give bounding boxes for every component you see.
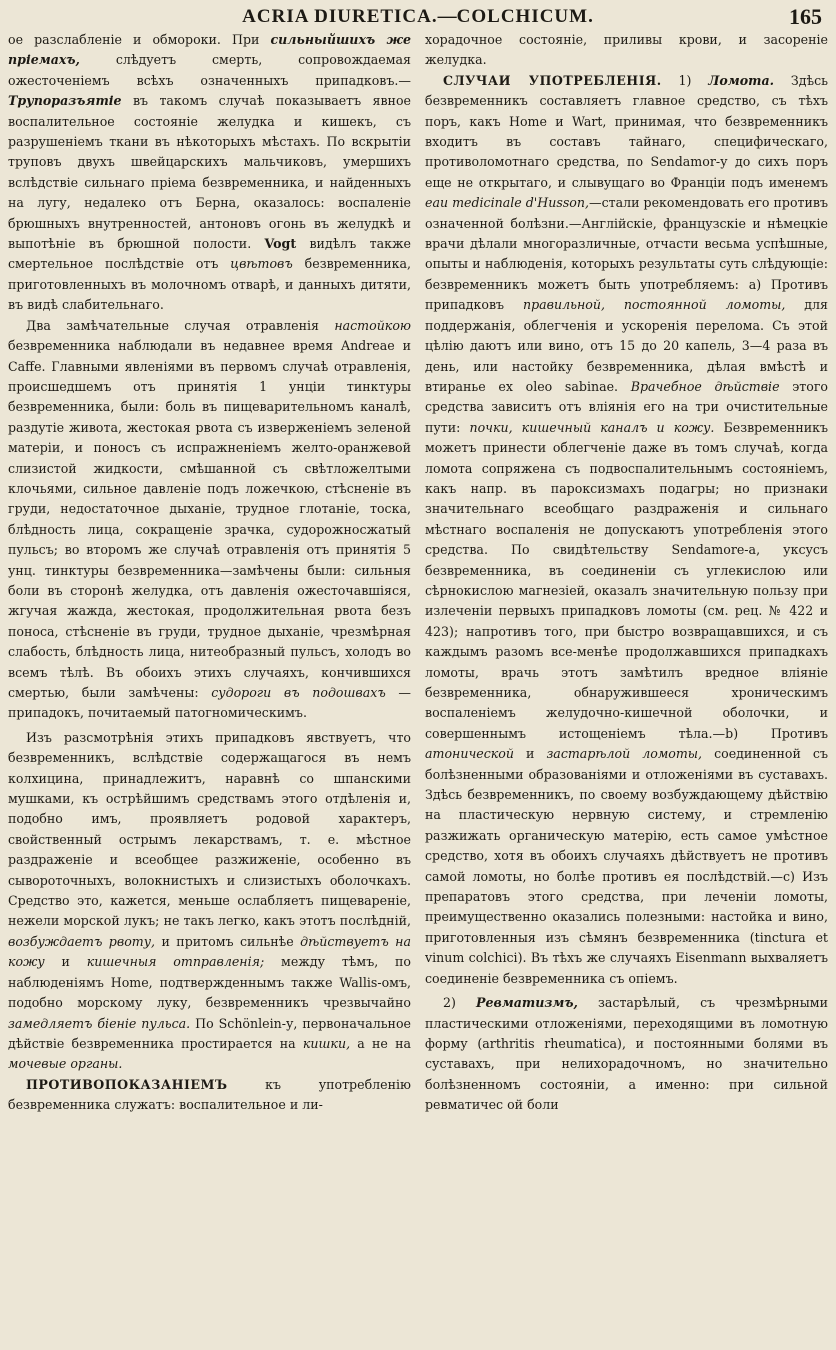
right-paragraph-1: хорадочное состояніе, приливы крови, и засореніе желудка. — [425, 32, 828, 68]
left-paragraph-3 — [8, 728, 411, 1075]
text-run: безвременника, приготовленныхъ въ молочномъ отварѣ, и данныхъ дитяти, въ видѣ слабительнаго. — [8, 256, 411, 313]
left-paragraph-1 — [8, 30, 411, 316]
text-columns — [8, 30, 828, 1350]
section-heading: СЛУЧАИ УПОТРЕБЛЕНІЯ. — [443, 72, 662, 88]
text-run: слѣдуетъ смерть, сопровождаемая ожесточеніемъ всѣхъ означенныхъ припадковъ.— — [8, 52, 411, 88]
emphasis: кишечныя отправленія; — [86, 954, 265, 970]
running-head — [0, 6, 836, 28]
emphasis: Ревматизмъ, — [476, 995, 578, 1011]
running-head-left: ACRIA DIURETICA. — [242, 6, 438, 27]
emphasis: мочевые органы. — [8, 1056, 123, 1072]
left-column — [8, 30, 411, 1350]
right-paragraph-2 — [425, 71, 828, 989]
emphasis: eau medicinale d'Husson, — [425, 195, 589, 211]
running-head-separator: — — [437, 6, 457, 27]
emphasis: сильныйшихъ же пріемахъ, — [8, 32, 411, 68]
emphasis: атонической — [425, 746, 514, 762]
text-run: — припадокъ, почитаемый патогномическимъ. — [8, 685, 411, 721]
emphasis: замедляетъ біеніе пульса. — [8, 1015, 191, 1031]
emphasis: Врачебное дѣйствіе — [630, 378, 780, 394]
text-run: между тѣмъ, по наблюденіямъ Home, подтвержденнымъ также Wallis-омъ, подобно морскому луку, безвременникъ чрезвычайно — [8, 954, 411, 1011]
text-run: ое разслабленіе и обмороки. При — [8, 32, 271, 47]
text-run: 1) — [661, 72, 709, 88]
text-run: Здѣсь безвременникъ составляетъ главное средство, съ тѣхъ поръ, какъ Home и Wart, принимая, что безвременникъ входитъ въ составъ тайнаго, специфическаго, противоломотнаго средства, по Sendamor-у до сихъ поръ еще не открытаго, и слывущаго во Франціи подъ именемъ — [425, 72, 828, 190]
emphasis: дѣйствуетъ на кожу — [8, 933, 411, 970]
emphasis: застарѣлой ломоты, — [546, 746, 703, 762]
emphasis: правильной, постоянной ломоты, — [522, 297, 786, 313]
emphasis: настойкою — [334, 317, 411, 333]
text-run: Два замѣчательные случая отравленія — [26, 317, 335, 333]
emphasis: возбуждаетъ рвоту, — [8, 933, 156, 949]
text-run: и — [514, 746, 547, 762]
text-run: Изъ разсмотрѣнія этихъ припадковъ явствуетъ, что безвременникъ, вслѣдствіе содержащагося въ немъ колхицина, принадлежитъ, наравнѣ со шпанскими мушками, къ острѣйшимъ средствамъ этого отдѣленія и, подобно имъ, проявляетъ родовой характеръ, свойственный острымъ лекарствамъ, т. е. мѣстное раздраженіе и всеобщее разжиженіе, особенно въ сывороточныхъ, волокнистыхъ и слизистыхъ оболочкахъ. Средство это, кажется, меньше ослабляетъ пищевареніе, нежели морской лукъ; не такъ легко, какъ этотъ послѣдній, — [8, 729, 411, 929]
page-header — [0, 0, 836, 30]
page-number: 165 — [789, 4, 822, 29]
emphasis: почки, кишечный каналъ и кожу. — [469, 419, 715, 435]
text-run: По Schönlein-у, первоначальное дѣйствіе безвременника простирается на — [8, 1015, 411, 1051]
emphasis: судороги въ подошвахъ — [211, 685, 386, 700]
text-run: а не на — [350, 1035, 411, 1051]
emphasis: Ломота. — [708, 72, 775, 88]
text-run: соединенной съ болѣзненными образованіями и отложеніями въ суставахъ. Здѣсь безвременникъ, по своему возбуждающему дѣйствію на пластическую нервную систему, и стремленію разжижать органическую матерію, есть самое умѣстное средство, хотя въ обоихъ случаяхъ дѣйствуетъ не противъ самой ломоты, но болѣе противъ ея послѣдствій.—c) Изъ препаратовъ этого средства, при леченіи ломоты, преимущественно оказались полезными: настойка и вино, приготовленныя изъ сѣмянъ безвременника (tinctura et vinum colchici). Въ тѣхъ же случаяхъ Eisenmann выхваляетъ соединеніе безвременника съ опіемъ. — [425, 746, 828, 986]
emphasis: цвѣтовъ — [230, 256, 293, 272]
text-run: безвременника наблюдали въ недавнее время Andreae и Caffe. Главными явленіями въ первомъ случаѣ отравленія, происшедшемъ отъ принятія 1 унціи тинктуры безвременника, были: боль въ пищеварительномъ каналѣ, раздутіе живота, жестокая рвота съ изверженіемъ зеленой матеріи, и поносъ съ испражненіемъ желто-оранжевой слизистой жидкости, смѣшанной съ свѣтложелтыми клочьями, сильное давленіе подъ ложечкою, стѣсненіе въ груди, недостаточное дыханіе, трудное глотаніе, тоска, блѣдность лица, сокращеніе зрачка, судорожносжатый пульсъ; во второмъ же случаѣ отравленія отъ принятія 5 унц. тинктуры безвременника—замѣчены были: сильныя боли въ сторонѣ желудка, отъ давленія ожесточавшіяся, жгучая жажда, жестокая, продолжительная рвота безъ поноса, стѣсненіе въ груди, трудное дыханіе, чрезмѣрная слабость, блѣдность лица, нитеобразный пульсъ, холодъ во всемъ тѣлѣ. Въ обоихъ этихъ случаяхъ, кончившихся смертью, были замѣчены: — [8, 338, 411, 700]
text-run: застарѣлый, съ чрезмѣрными пластическими отложеніями, переходящими въ ломотную форму (arthritis rheumatica), и постоянными болями въ суставахъ, при нелихорадочномъ, но значительно болѣзненномъ состояніи, а именно: при сильной ревматичес ой боли — [425, 995, 828, 1113]
text-run: къ употребленію безвременника служатъ: воспалительное и ли- — [8, 1076, 411, 1113]
text-run: для поддержанія, облегченія и ускоренія перелома. Съ этой цѣлію даютъ или вино, отъ 15 до 20 капель, 3—4 раза въ день, или настойку безвременника, дѣлая вмѣстѣ и втиранье ex oleo sabinae. — [425, 297, 828, 394]
author-name: Vogt — [264, 236, 297, 252]
text-run: 2) — [443, 995, 477, 1011]
text-run: и — [44, 954, 87, 970]
left-paragraph-2 — [8, 316, 411, 724]
running-head-right: COLCHICUM. — [456, 6, 594, 27]
text-run: —стали рекомендовать его противъ означенной болѣзни.—Англійскіе, французскіе и нѣмецкіе врачи дѣлали многоразличные, отчасти весьма успѣшные, опыты и наблюденія, которыхъ результаты суть слѣдующіе: безвременникъ можетъ быть употребляемъ: a) Противъ припадковъ — [425, 195, 828, 313]
section-heading: ПРОТИВОПОКАЗАНІЕМЪ — [26, 1076, 228, 1092]
right-column — [425, 30, 828, 1350]
left-paragraph-4 — [8, 1075, 411, 1116]
text-run: этого средства зависитъ отъ вліянія его на три очистительные пути: — [425, 378, 828, 435]
emphasis: Трупоразъятіе — [8, 93, 122, 109]
text-run: въ такомъ случаѣ показываетъ явное воспалительное состояніе желудка и кишекъ, съ разрушеніемъ ткани въ нѣкоторыхъ мѣстахъ. По вскрытіи труповъ двухъ швейцарскихъ мальчиковъ, умершихъ вслѣдствіе сильнаго пріема безвременника, и найденныхъ на лугу, недалеко отъ Берна, оказалось: воспаленіе брюшныхъ внутренностей, антоновъ огонь въ желудкѣ и выпотѣніе въ брюшной полости. — [8, 93, 411, 252]
emphasis: кишки, — [302, 1035, 351, 1051]
text-run: и притомъ сильнѣе — [155, 933, 301, 949]
text-run: Безвременникъ можетъ принести облегченіе даже въ томъ случаѣ, когда ломота сопряжена съ подвоспалительнымъ состояніемъ, какъ напр. въ пароксизмахъ подагры; но признаки значительнаго всеобщаго раздраженія и сильнаго мѣстнаго воспаленія не допускаютъ употребленія этого средства. По свидѣтельству Sendamore-а, уксусъ безвременника, въ соединеніи съ углекислою или сѣрнокислою магнезіей, оказалъ значительную пользу при излеченіи первыхъ припадковъ ломоты (см. рец. № 422 и 423); напротивъ того, при быстро возвращавшихся, и съ каждымъ разомъ все-менѣе продолжавшихся припадкахъ ломоты, врачь этотъ замѣтилъ вредное вліяніе безвременника, обнаружившееся хроническимъ воспаленіемъ желудочно-кишечной оболочки, и совершеннымъ истощеніемъ тѣла.—b) Противъ — [425, 419, 828, 741]
right-paragraph-3 — [425, 993, 828, 1115]
text-run: видѣлъ также смертельное послѣдствіе отъ — [8, 236, 411, 272]
